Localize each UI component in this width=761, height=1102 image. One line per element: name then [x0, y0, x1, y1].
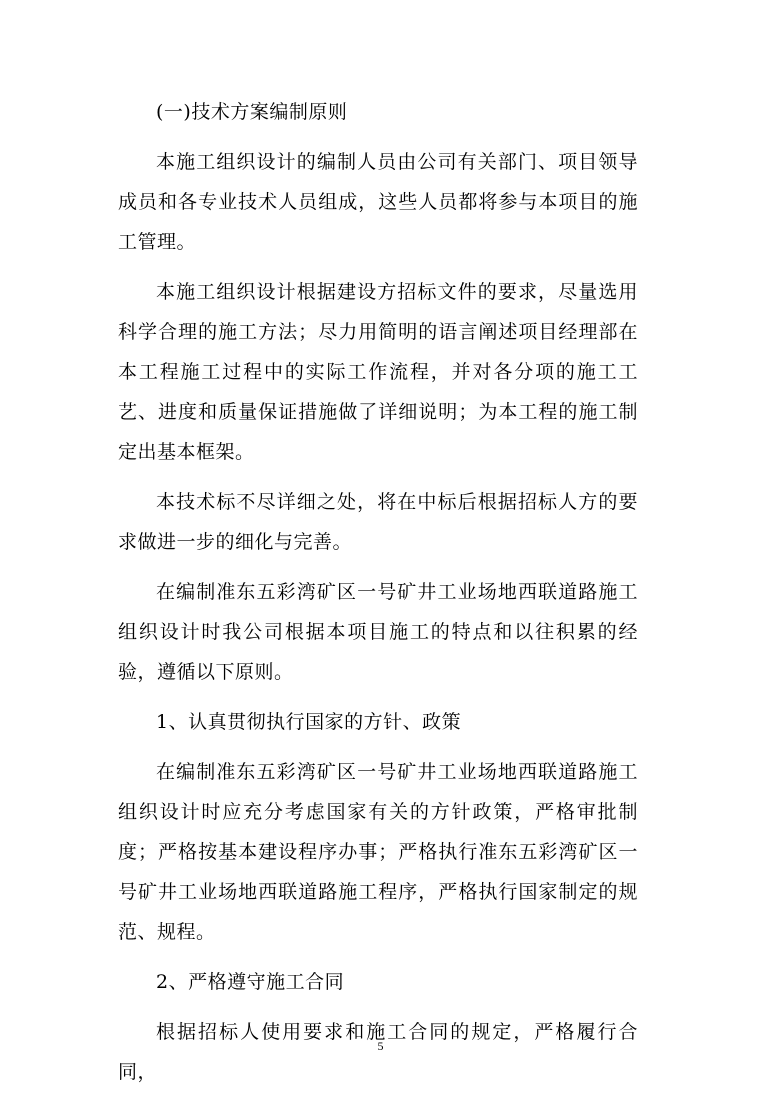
paragraph: 本施工组织设计根据建设方招标文件的要求，尽量选用科学合理的施工方法；尽力用简明的语言阐述项目经理部在本工程施工过程中的实际工作流程，并对各分项的施工工艺、进度和质量保证措施做了详细说明；为本工程的施工制定出基本框架。	[118, 281, 638, 463]
numbered-heading: 1、认真贯彻执行国家的方针、政策	[156, 711, 462, 733]
numbered-heading: 2、严格遵守施工合同	[156, 971, 345, 993]
section-heading: (一)技术方案编制原则	[156, 101, 348, 123]
page-number: 5	[377, 1039, 384, 1053]
page-body	[118, 92, 638, 1102]
paragraph: 根据招标人使用要求和施工合同的规定，严格履行合同，	[118, 1021, 638, 1083]
paragraph: 在编制准东五彩湾矿区一号矿井工业场地西联道路施工组织设计时我公司根据本项目施工的特点和以往积累的经验，遵循以下原则。	[118, 581, 638, 683]
paragraph: 本技术标不尽详细之处，将在中标后根据招标人方的要求做进一步的细化与完善。	[118, 491, 638, 553]
paragraph: 在编制准东五彩湾矿区一号矿井工业场地西联道路施工组织设计时应充分考虑国家有关的方针政策，严格审批制度；严格按基本建设程序办事；严格执行准东五彩湾矿区一号矿井工业场地西联道路施工程序，严格执行国家制定的规范、规程。	[118, 761, 638, 943]
paragraph: 本施工组织设计的编制人员由公司有关部门、项目领导成员和各专业技术人员组成，这些人员都将参与本项目的施工管理。	[118, 151, 638, 253]
